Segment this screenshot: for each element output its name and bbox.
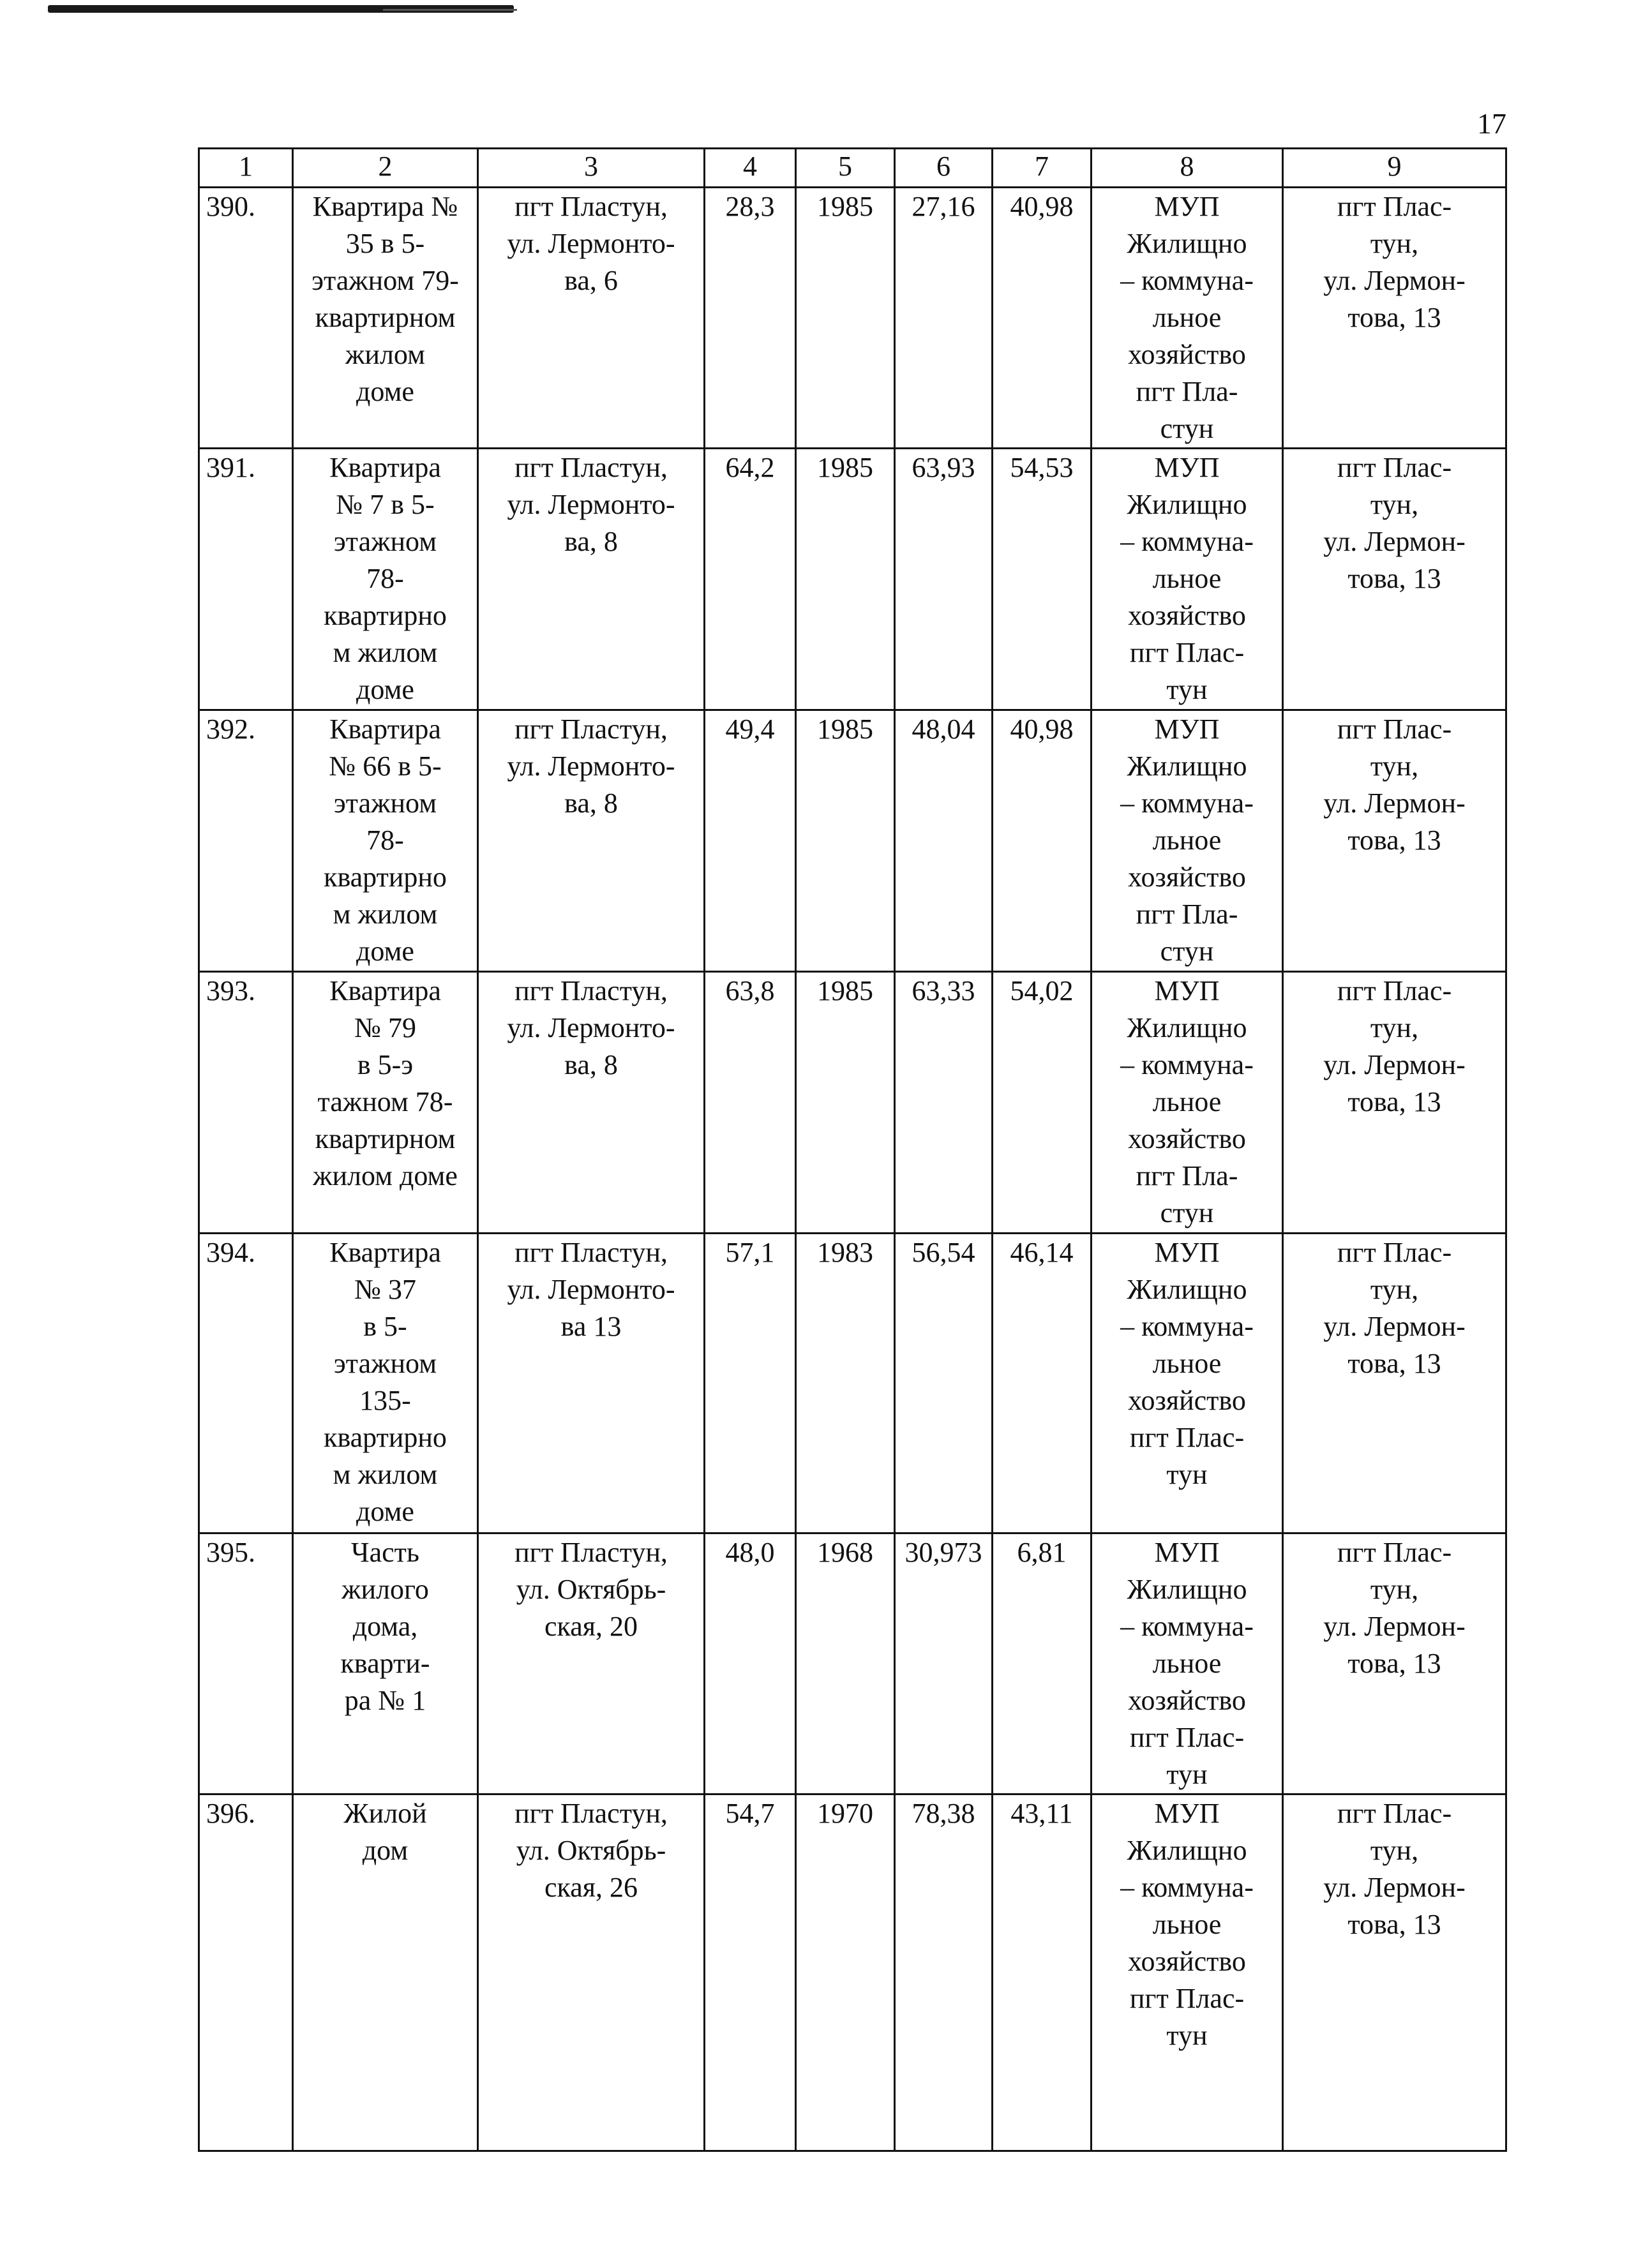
object-name: Квартира № 7 в 5- этажном 78- квартирно м жилом доме — [293, 449, 478, 710]
object-year: 1968 — [796, 1533, 895, 1794]
object-address: пгт Пластун, ул. Октябрь- ская, 26 — [478, 1794, 705, 2151]
holder-address: пгт Плас- тун, ул. Лермон- това, 13 — [1283, 449, 1506, 710]
holder-address: пгт Плас- тун, ул. Лермон- това, 13 — [1283, 1794, 1506, 2151]
object-year: 1983 — [796, 1234, 895, 1533]
row-number: 390. — [199, 188, 293, 449]
object-address: пгт Пластун, ул. Лермонто- ва, 8 — [478, 710, 705, 972]
table-row — [199, 188, 1506, 449]
holder-address: пгт Плас- тун, ул. Лермон- това, 13 — [1283, 1234, 1506, 1533]
object-year: 1985 — [796, 972, 895, 1234]
value-col6: 27,16 — [895, 188, 993, 449]
object-year: 1970 — [796, 1794, 895, 2151]
object-area: 57,1 — [705, 1234, 796, 1533]
object-area: 28,3 — [705, 188, 796, 449]
object-name: Жилой дом — [293, 1794, 478, 2151]
table-row — [199, 710, 1506, 972]
holder-address: пгт Плас- тун, ул. Лермон- това, 13 — [1283, 972, 1506, 1234]
row-number: 391. — [199, 449, 293, 710]
object-address: пгт Пластун, ул. Лермонто- ва, 8 — [478, 449, 705, 710]
value-col6: 48,04 — [895, 710, 993, 972]
holder-address: пгт Плас- тун, ул. Лермон- това, 13 — [1283, 710, 1506, 972]
holder-name: МУП Жилищно – коммуна- льное хозяйство пгт Пла- стун — [1092, 188, 1283, 449]
value-col7: 46,14 — [993, 1234, 1092, 1533]
property-registry-table — [198, 147, 1507, 2152]
value-col6: 63,93 — [895, 449, 993, 710]
object-year: 1985 — [796, 449, 895, 710]
object-address: пгт Пластун, ул. Лермонто- ва 13 — [478, 1234, 705, 1533]
page-number: 17 — [1477, 107, 1506, 140]
column-header-7: 7 — [993, 149, 1092, 188]
table-row — [199, 449, 1506, 710]
value-col7: 54,53 — [993, 449, 1092, 710]
value-col6: 63,33 — [895, 972, 993, 1234]
holder-name: МУП Жилищно – коммуна- льное хозяйство пгт Плас- тун — [1092, 449, 1283, 710]
column-header-4: 4 — [705, 149, 796, 188]
column-header-9: 9 — [1283, 149, 1506, 188]
row-number: 393. — [199, 972, 293, 1234]
object-name: Квартира № 37 в 5- этажном 135- квартирно м жилом доме — [293, 1234, 478, 1533]
table-row — [199, 1533, 1506, 1794]
column-header-5: 5 — [796, 149, 895, 188]
row-number: 392. — [199, 710, 293, 972]
holder-address: пгт Плас- тун, ул. Лермон- това, 13 — [1283, 1533, 1506, 1794]
holder-name: МУП Жилищно – коммуна- льное хозяйство пгт Пла- стун — [1092, 710, 1283, 972]
value-col7: 43,11 — [993, 1794, 1092, 2151]
column-header-2: 2 — [293, 149, 478, 188]
table-row — [199, 972, 1506, 1234]
object-name: Квартира № 66 в 5- этажном 78- квартирно м жилом доме — [293, 710, 478, 972]
column-header-3: 3 — [478, 149, 705, 188]
row-number: 396. — [199, 1794, 293, 2151]
table-row — [199, 1794, 1506, 2151]
object-area: 63,8 — [705, 972, 796, 1234]
object-area: 54,7 — [705, 1794, 796, 2151]
object-name: Квартира № 35 в 5- этажном 79- квартирном жилом доме — [293, 188, 478, 449]
value-col7: 54,02 — [993, 972, 1092, 1234]
value-col7: 6,81 — [993, 1533, 1092, 1794]
column-header-8: 8 — [1092, 149, 1283, 188]
value-col6: 78,38 — [895, 1794, 993, 2151]
object-area: 49,4 — [705, 710, 796, 972]
object-name: Квартира № 79 в 5-э тажном 78- квартирном жилом доме — [293, 972, 478, 1234]
holder-name: МУП Жилищно – коммуна- льное хозяйство пгт Пла- стун — [1092, 972, 1283, 1234]
holder-name: МУП Жилищно – коммуна- льное хозяйство пгт Плас- тун — [1092, 1794, 1283, 2151]
object-address: пгт Пластун, ул. Лермонто- ва, 8 — [478, 972, 705, 1234]
value-col7: 40,98 — [993, 710, 1092, 972]
object-year: 1985 — [796, 710, 895, 972]
value-col6: 30,973 — [895, 1533, 993, 1794]
column-header-row — [199, 149, 1506, 188]
column-header-6: 6 — [895, 149, 993, 188]
scan-edge-mark-thin — [383, 9, 517, 11]
row-number: 394. — [199, 1234, 293, 1533]
holder-name: МУП Жилищно – коммуна- льное хозяйство пгт Плас- тун — [1092, 1533, 1283, 1794]
object-year: 1985 — [796, 188, 895, 449]
object-area: 64,2 — [705, 449, 796, 710]
object-area: 48,0 — [705, 1533, 796, 1794]
object-name: Часть жилого дома, кварти- ра № 1 — [293, 1533, 478, 1794]
table-row — [199, 1234, 1506, 1533]
value-col6: 56,54 — [895, 1234, 993, 1533]
object-address: пгт Пластун, ул. Лермонто- ва, 6 — [478, 188, 705, 449]
holder-address: пгт Плас- тун, ул. Лермон- това, 13 — [1283, 188, 1506, 449]
holder-name: МУП Жилищно – коммуна- льное хозяйство пгт Плас- тун — [1092, 1234, 1283, 1533]
value-col7: 40,98 — [993, 188, 1092, 449]
column-header-1: 1 — [199, 149, 293, 188]
row-number: 395. — [199, 1533, 293, 1794]
object-address: пгт Пластун, ул. Октябрь- ская, 20 — [478, 1533, 705, 1794]
